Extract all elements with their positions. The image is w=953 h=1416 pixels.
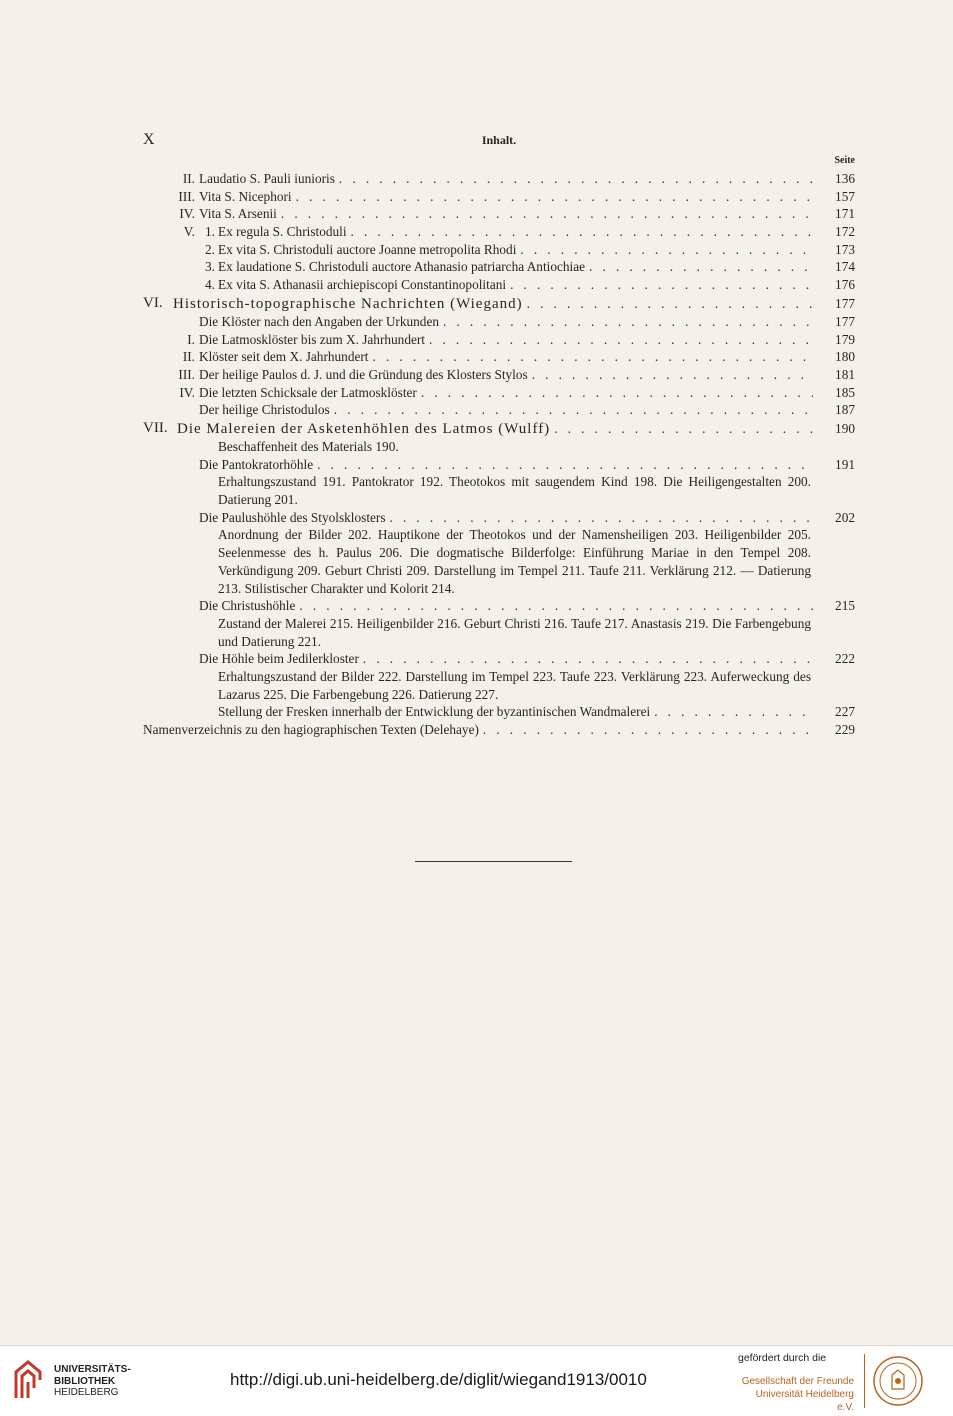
toc-entry-body (143, 721, 813, 739)
page-numeral: X (143, 131, 155, 148)
toc-leader (506, 276, 813, 294)
toc-page-number: 177 (835, 295, 855, 311)
toc-page-number: 171 (835, 206, 855, 222)
toc-entry-title: Der heilige Christodulos (199, 402, 330, 418)
running-head: Inhalt. (481, 133, 517, 147)
toc-entry-number: 4. (205, 277, 215, 293)
toc-leader (417, 384, 813, 402)
toc-entry-title: Namenverzeichnis zu den hagiographischen Texten (Delehaye) (143, 722, 479, 738)
toc-leader (347, 223, 813, 241)
toc-leader (330, 401, 813, 419)
toc-entry (143, 276, 855, 294)
toc-entry-number: 2. (205, 241, 215, 257)
ub-name-line2: BIBLIOTHEK (54, 1375, 116, 1387)
toc-page-number: 187 (835, 402, 855, 418)
toc-entry (143, 703, 855, 721)
toc-page-number: 176 (835, 277, 855, 293)
footer-divider (864, 1354, 865, 1408)
toc-entry-number: VI. (143, 294, 163, 311)
toc-entry-number: II. (182, 171, 195, 186)
toc-entry-body (199, 366, 813, 384)
toc-page-number: 136 (835, 171, 855, 186)
university-seal-icon (872, 1355, 924, 1407)
toc-entry (143, 419, 855, 438)
toc-page-number: 157 (835, 188, 855, 204)
toc-entry-title: Laudatio S. Pauli iunioris (199, 171, 335, 186)
toc-page-number: 180 (835, 349, 855, 365)
funded-by-label: gefördert durch die (738, 1352, 827, 1364)
ub-name-line3: HEIDELBERG (54, 1387, 119, 1398)
permalink[interactable]: http://digi.ub.uni-heidelberg.de/diglit/wiegand1913/0010 (230, 1370, 647, 1389)
section-description: Zustand der Malerei 215. Heiligenbilder 216. Geburt Christi 216. Taufe 217. Anastasis 219. Die Farbengebung und Datierung 221. (218, 615, 811, 649)
section-description: Beschaffenheit des Materials 190. (218, 438, 399, 454)
toc-page-number: 173 (835, 241, 855, 257)
toc-entry (143, 170, 855, 188)
toc-leader (650, 703, 813, 721)
toc-entry-title: Klöster seit dem X. Jahrhundert (199, 349, 369, 365)
toc-entry-number: VII. (143, 419, 168, 436)
toc-entry-title: Die Latmosklöster bis zum X. Jahrhundert (199, 331, 426, 347)
toc-leader (386, 509, 813, 527)
toc-entry (143, 313, 855, 331)
toc-entry-body (199, 348, 813, 366)
toc-entry (143, 331, 855, 349)
toc-leader (313, 456, 813, 474)
toc-entry-title: Vita S. Nicephori (199, 188, 292, 204)
toc-page-number: 191 (835, 456, 855, 472)
toc-entry-body (218, 703, 813, 721)
toc-page-number: 215 (835, 598, 855, 614)
toc-entry-body (199, 401, 813, 419)
toc-page-number: 177 (835, 313, 855, 329)
toc-page-number: 222 (835, 651, 855, 667)
toc-entry-title: Die Höhle beim Jedilerkloster (199, 651, 359, 667)
toc-leader (516, 241, 813, 259)
toc-entry-title: Vita S. Arsenii (199, 206, 277, 222)
toc-leader (277, 205, 813, 223)
toc-entry-title: Ex vita S. Athanasii archiepiscopi Constantinopolitani (218, 277, 507, 293)
toc-entry (143, 223, 855, 241)
toc-entry-title: Die Pantokratorhöhle (199, 456, 314, 472)
toc-entry-number: V. (183, 224, 195, 240)
toc-entry (143, 456, 855, 474)
toc-leader (528, 366, 813, 384)
toc-entry-body (218, 258, 813, 276)
toc-page-number: 172 (835, 224, 855, 240)
toc-entry-body (199, 205, 813, 223)
toc-entry (143, 509, 855, 527)
toc-entry-title: Die Christushöhle (199, 598, 296, 614)
toc-entry (143, 384, 855, 402)
toc-page-number: 185 (835, 384, 855, 400)
toc-entry (143, 366, 855, 384)
ub-name-line1: UNIVERSITÄTS- (54, 1364, 131, 1375)
toc-entry (143, 401, 855, 419)
toc-entry-body (173, 294, 813, 314)
toc-entry-body (199, 509, 813, 527)
page-header (143, 131, 855, 151)
toc-entry-title: Der heilige Paulos d. J. und die Gründung des Klosters Stylos (199, 366, 528, 382)
toc-leader (523, 294, 813, 313)
toc-leader (425, 331, 813, 349)
toc-entry (143, 258, 855, 276)
toc-entry (143, 294, 855, 313)
toc-entry-number: I. (187, 331, 195, 347)
toc-entry-body (218, 241, 813, 259)
section-description: Anordnung der Bilder 202. Hauptikone der Theotokos und der Namensheiligen 203. Heiligenbilder 205. Seelenmesse des h. Paulus 206. Die dogmatische Bilderfolge: Einführung Mariae in den Tempel 208. Verkündigung 209. Geburt Christi 209. Darstellung im Tempel 211. Taufe 211. Verklärung 212. — Datierung 213. Stilistischer Charakter und Kolorit 214. (218, 527, 811, 596)
toc-entry-body (199, 313, 813, 331)
toc-entry-number: IV. (179, 384, 195, 400)
toc-entry-number: II. (182, 349, 195, 365)
ub-logo-icon (10, 1358, 46, 1402)
toc-entry-body (177, 419, 813, 439)
sponsor-name (736, 1375, 854, 1414)
toc-entry-body (199, 650, 813, 668)
seite-label: Seite (834, 155, 855, 166)
toc-entry (143, 205, 855, 223)
toc-page-number: 179 (835, 331, 855, 347)
toc-leader (335, 170, 813, 188)
toc-entry-title: Ex regula S. Christoduli (218, 224, 347, 240)
toc-page-number: 190 (835, 420, 855, 436)
toc-leader (479, 721, 813, 739)
toc-entry-body (218, 276, 813, 294)
toc-page-number: 227 (835, 704, 855, 720)
end-rule (415, 861, 572, 862)
table-of-contents (143, 170, 855, 739)
toc-entry-title: Die Malereien der Asketenhöhlen des Latmos (Wulff) (177, 420, 551, 437)
section-description: Erhaltungszustand 191. Pantokrator 192. Theotokos mit saugendem Kind 198. Die Heiligengestalten 200. Datierung 201. (218, 474, 811, 508)
toc-entry-number: III. (178, 188, 195, 204)
toc-entry-body (199, 331, 813, 349)
toc-entry-number: IV. (179, 206, 195, 222)
footer-bar (0, 1345, 953, 1416)
toc-entry-title: Die Klöster nach den Angaben der Urkunden (199, 313, 440, 329)
toc-entry-title: Ex laudatione S. Christoduli auctore Athanasio patriarcha Antiochiae (218, 259, 586, 275)
ub-name (54, 1364, 131, 1399)
section-description: Erhaltungszustand der Bilder 222. Darstellung im Tempel 223. Taufe 223. Verklärung 223. Auferweckung des Lazarus 225. Die Farbengebung 226. Datierung 227. (218, 669, 811, 702)
toc-page-number: 202 (835, 509, 855, 525)
toc-entry (143, 348, 855, 366)
toc-entry-body (218, 223, 813, 241)
toc-entry (143, 597, 855, 615)
toc-page-number: 229 (835, 722, 855, 738)
toc-leader (369, 348, 814, 366)
toc-leader (292, 188, 813, 206)
toc-entry-title: Stellung der Fresken innerhalb der Entwicklung der byzantinischen Wandmalerei (218, 704, 651, 720)
toc-entry (143, 721, 855, 739)
toc-page-number: 181 (835, 366, 855, 382)
toc-leader (359, 650, 813, 668)
toc-entry-body (199, 170, 813, 188)
toc-entry-title: Die Paulushöhle des Styolsklosters (199, 509, 386, 525)
toc-entry (143, 188, 855, 206)
toc-leader (439, 313, 813, 331)
toc-entry-body (199, 456, 813, 474)
toc-entry-title: Ex vita S. Christoduli auctore Joanne metropolita Rhodi (218, 241, 517, 257)
sponsor-line1: Gesellschaft der Freunde (741, 1376, 854, 1387)
toc-entry-number: III. (178, 366, 195, 382)
toc-leader (585, 258, 813, 276)
toc-entry (143, 241, 855, 259)
toc-entry-body (199, 597, 813, 615)
toc-entry-subnumber: 1. (205, 224, 215, 240)
toc-entry-body (199, 188, 813, 206)
toc-leader (550, 419, 813, 438)
toc-entry (143, 650, 855, 668)
toc-entry-number: 3. (205, 259, 215, 275)
toc-entry-title: Die letzten Schicksale der Latmosklöster (199, 384, 417, 400)
toc-entry-body (199, 384, 813, 402)
sponsor-line2: Universität Heidelberg e.V. (755, 1389, 854, 1413)
toc-entry-title: Historisch-topographische Nachrichten (Wiegand) (173, 295, 523, 312)
toc-page-number: 174 (835, 259, 855, 275)
toc-leader (295, 597, 813, 615)
